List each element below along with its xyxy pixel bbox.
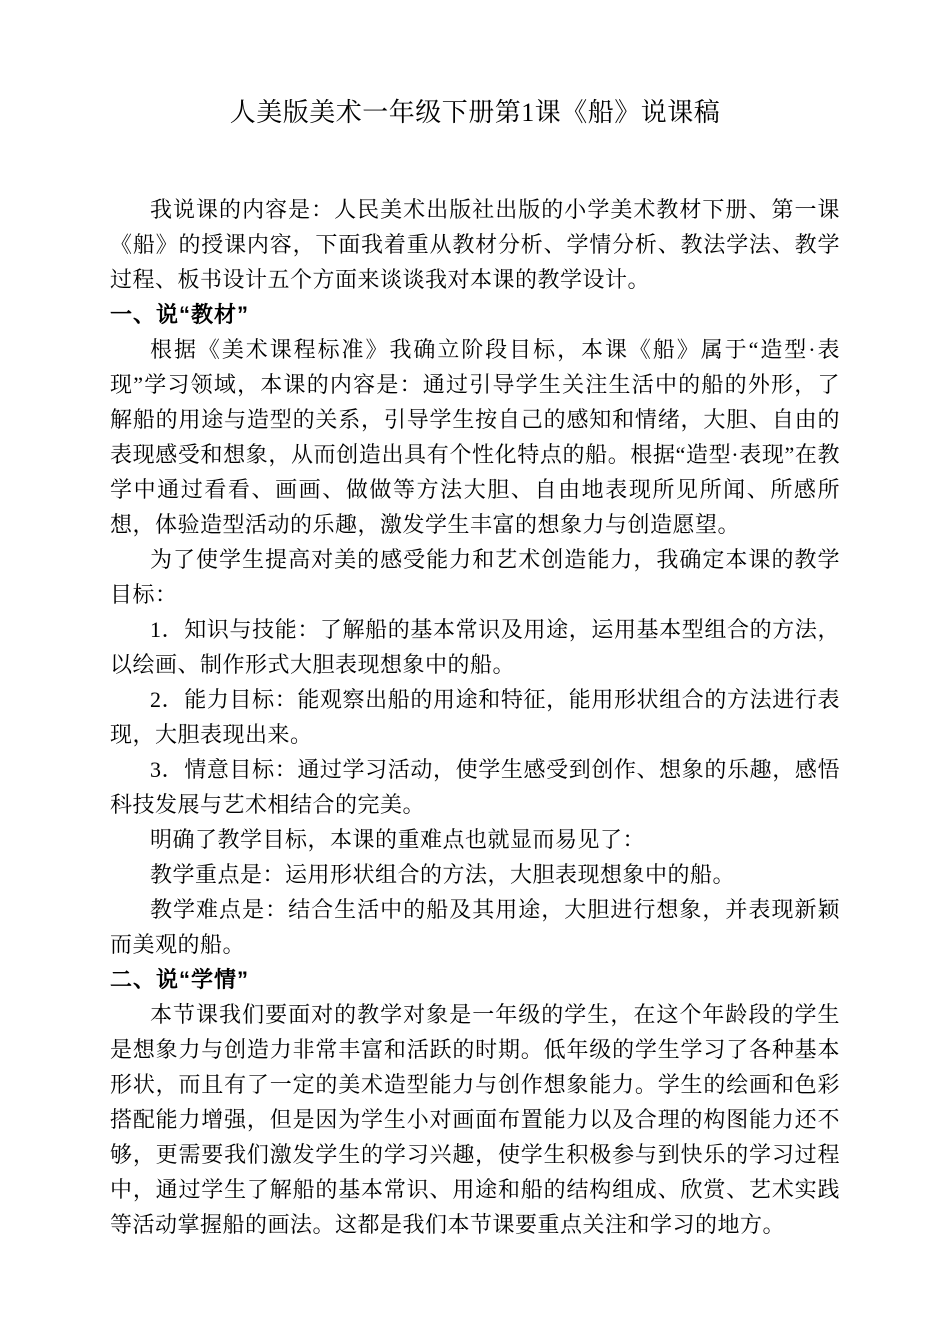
document-title: 人美版美术一年级下册第1课《船》说课稿 xyxy=(229,98,721,127)
para-goals-lead: 为了使学生提高对美的感受能力和艺术创造能力，我确定本课的教学目标： xyxy=(110,547,840,607)
para-keypoints-lead: 明确了教学目标，本课的重难点也就显而易见了： xyxy=(150,827,646,852)
para-teaching-focus: 教学重点是：运用形状组合的方法，大胆表现想象中的船。 xyxy=(150,862,736,887)
heading-section-2-learners: 二、说“学情” xyxy=(110,967,250,992)
para-teaching-difficulty: 教学难点是：结合生活中的船及其用途，大胆进行想象，并表现新颖而美观的船。 xyxy=(110,897,840,957)
para-goal-affective: 3．情意目标：通过学习活动，使学生感受到创作、想象的乐趣，感悟科技发展与艺术相结合的完美。 xyxy=(110,757,840,817)
para-goal-knowledge-skill: 1．知识与技能：了解船的基本常识及用途，运用基本型组合的方法，以绘画、制作形式大胆表现想象中的船。 xyxy=(110,617,840,677)
document-body xyxy=(110,192,840,1242)
heading-section-1-materials: 一、说“教材” xyxy=(110,302,250,327)
para-learner-analysis: 本节课我们要面对的教学对象是一年级的学生，在这个年龄段的学生是想象力与创造力非常丰富和活跃的时期。低年级的学生学习了各种基本形状，而且有了一定的美术造型能力与创作想象能力。学生的绘画和色彩搭配能力增强，但是因为学生小对画面布置能力以及合理的构图能力还不够，更需要我们激发学生的学习兴趣，使学生积极参与到快乐的学习过程中，通过学生了解船的基本常识、用途和船的结构组成、欣赏、艺术实践等活动掌握船的画法。这都是我们本节课要重点关注和学习的地方。 xyxy=(110,1002,840,1237)
para-goal-ability: 2．能力目标：能观察出船的用途和特征，能用形状组合的方法进行表现，大胆表现出来。 xyxy=(110,687,840,747)
para-curriculum-analysis: 根据《美术课程标准》我确立阶段目标，本课《船》属于“造型·表现”学习领域，本课的内容是：通过引导学生关注生活中的船的外形，了解船的用途与造型的关系，引导学生按自己的感知和情绪，大胆、自由的表现感受和想象，从而创造出具有个性化特点的船。根据“造型·表现”在教学中通过看看、画画、做做等方法大胆、自由地表现所见所闻、所感所想，体验造型活动的乐趣，激发学生丰富的想象力与创造愿望。 xyxy=(110,337,840,537)
para-intro: 我说课的内容是：人民美术出版社出版的小学美术教材下册、第一课《船》的授课内容，下面我着重从教材分析、学情分析、教法学法、教学过程、板书设计五个方面来谈谈我对本课的教学设计。 xyxy=(110,197,840,292)
